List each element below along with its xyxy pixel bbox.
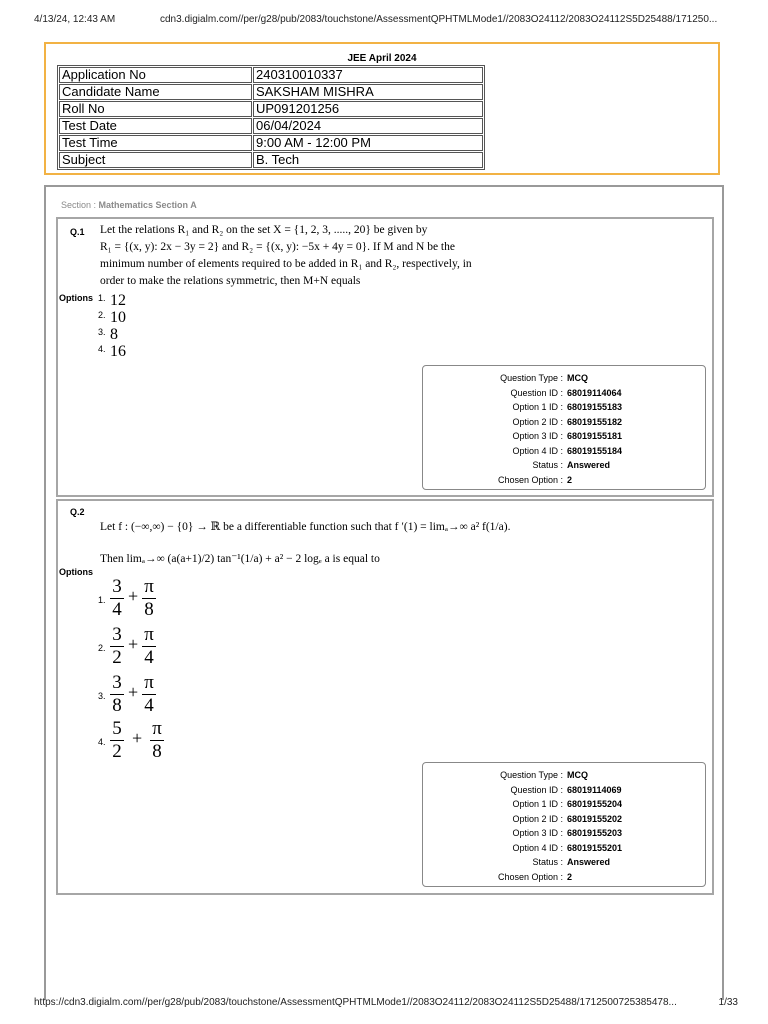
option-number: 1. [98, 595, 106, 605]
meta-value: 68019155203 [567, 828, 623, 838]
candidate-field-value: 240310010337 [253, 67, 483, 83]
fraction-denominator: 2 [112, 647, 122, 668]
option-fraction [142, 625, 156, 669]
candidate-field-value: UP091201256 [253, 101, 483, 117]
question-line: Let the relations R₁ and R₂ on the set X = {1, 2, 3, ....., 20} be given by [100, 224, 428, 236]
candidate-info-panel [44, 42, 720, 175]
print-footer [34, 997, 738, 1011]
meta-label: Option 2 ID : [512, 813, 563, 824]
meta-row [423, 843, 705, 858]
candidate-field-value: B. Tech [253, 152, 483, 168]
print-header [34, 14, 744, 28]
meta-row [423, 799, 705, 814]
candidate-field-label: Test Time [59, 135, 252, 151]
meta-label: Chosen Option : [497, 871, 563, 882]
candidate-field-value: 06/04/2024 [253, 118, 483, 134]
exam-title: JEE April 2024 [347, 53, 417, 64]
question-text [100, 511, 510, 575]
print-timestamp: 4/13/24, 12:43 AM [34, 14, 116, 25]
meta-row [423, 446, 705, 461]
question-line: minimum number of elements required to be added in R₁ and R₂, respectively, in [100, 258, 472, 270]
table-row [59, 84, 483, 100]
fraction-numerator: π [144, 672, 154, 693]
section-prefix: Section : [61, 200, 99, 210]
question-panel-q1 [56, 217, 714, 497]
option-number: 2. [98, 310, 106, 320]
fraction-denominator: 4 [144, 695, 154, 716]
fraction-denominator: 4 [144, 647, 154, 668]
meta-value: 68019155201 [567, 842, 623, 853]
option-fraction [150, 719, 164, 763]
table-row [59, 118, 483, 134]
meta-value: 68019155181 [567, 431, 623, 441]
candidate-field-value: SAKSHAM MISHRA [253, 84, 483, 100]
print-url: cdn3.digialm.com//per/g28/pub/2083/touchstone/AssessmentQPHTMLMode1//2083O24112/2083O24112S5D25488/171250... [160, 14, 718, 25]
fraction-denominator: 8 [152, 741, 162, 762]
meta-value: 68019155204 [567, 799, 623, 809]
meta-value: 2 [567, 871, 573, 882]
option-fraction [142, 577, 156, 621]
fraction-denominator: 8 [144, 599, 154, 620]
option-number: 1. [98, 293, 106, 303]
fraction-numerator: π [144, 624, 154, 645]
question-meta-panel [422, 365, 706, 490]
meta-label: Status : [532, 857, 563, 867]
option-value: 8 [110, 326, 118, 343]
fraction-numerator: π [152, 718, 162, 739]
meta-row [423, 431, 705, 446]
candidate-field-label: Subject [59, 152, 252, 168]
fraction-numerator: 3 [112, 576, 122, 597]
option-fraction [110, 625, 124, 669]
meta-row [423, 814, 705, 829]
section-name: Mathematics Section A [98, 200, 197, 210]
meta-label: Status : [532, 460, 563, 470]
meta-value: MCQ [567, 770, 588, 780]
question-meta-panel [422, 762, 706, 887]
question-line: Then limₐ→∞ (a(a+1)/2) tan⁻¹(1/a) + a² − 2 logₑ a is equal to [100, 553, 380, 565]
meta-row [423, 872, 705, 887]
meta-label: Option 3 ID : [512, 828, 563, 838]
meta-label: Question Type : [500, 373, 563, 383]
option-fraction [142, 673, 156, 717]
option-value: 12 [110, 292, 126, 309]
meta-row [423, 402, 705, 417]
meta-label: Question ID : [510, 387, 563, 398]
meta-value: 68019155202 [567, 813, 623, 824]
meta-row [423, 828, 705, 843]
fraction-denominator: 4 [112, 599, 122, 620]
option-number: 3. [98, 327, 106, 337]
meta-label: Option 1 ID : [512, 799, 563, 809]
plus-sign: + [132, 728, 143, 748]
options-label: Options [59, 293, 93, 303]
meta-label: Option 4 ID : [512, 445, 563, 456]
fraction-denominator: 2 [112, 741, 122, 762]
table-row [59, 152, 483, 168]
question-number: Q.1 [70, 227, 85, 237]
meta-row [423, 475, 705, 490]
meta-label: Question ID : [510, 784, 563, 795]
options-label: Options [59, 567, 93, 577]
meta-row [423, 388, 705, 403]
question-text [100, 222, 472, 290]
fraction-numerator: 3 [112, 624, 122, 645]
meta-value: Answered [567, 857, 611, 867]
candidate-field-value: 9:00 AM - 12:00 PM [253, 135, 483, 151]
question-sheet [44, 185, 724, 1000]
candidate-field-label: Candidate Name [59, 84, 252, 100]
meta-label: Option 4 ID : [512, 842, 563, 853]
meta-label: Option 1 ID : [512, 402, 563, 412]
page-number: 1/33 [718, 997, 738, 1008]
meta-value: 2 [567, 474, 573, 485]
plus-sign: + [128, 634, 139, 654]
meta-value: MCQ [567, 373, 588, 383]
print-footer-url: https://cdn3.digialm.com//per/g28/pub/2083/touchstone/AssessmentQPHTMLMode1//2083O24112/2083O24112S5D25488/1712500725385478... [34, 997, 677, 1008]
option-value: 10 [110, 309, 126, 326]
candidate-field-label: Application No [59, 67, 252, 83]
candidate-field-label: Roll No [59, 101, 252, 117]
question-line: Let f : (−∞,∞) − {0} → ℝ be a differentiable function such that f ′(1) = limₐ→∞ a² f(1/a). [100, 521, 511, 533]
meta-row [423, 373, 705, 388]
meta-value: 68019155184 [567, 445, 623, 456]
option-number: 4. [98, 737, 106, 747]
table-row [59, 101, 483, 117]
meta-row [423, 460, 705, 475]
fraction-denominator: 8 [112, 695, 122, 716]
fraction-numerator: π [144, 576, 154, 597]
meta-value: 68019155182 [567, 416, 623, 427]
question-number: Q.2 [70, 507, 85, 517]
meta-label: Option 3 ID : [512, 431, 563, 441]
meta-row [423, 417, 705, 432]
plus-sign: + [128, 682, 139, 702]
option-number: 2. [98, 643, 106, 653]
meta-label: Option 2 ID : [512, 416, 563, 427]
option-value: 16 [110, 343, 126, 360]
meta-label: Chosen Option : [497, 474, 563, 485]
meta-value: 68019155183 [567, 402, 623, 412]
table-row [59, 67, 483, 83]
meta-value: 68019114064 [567, 387, 622, 398]
question-line: order to make the relations symmetric, then M+N equals [100, 275, 361, 287]
meta-value: Answered [567, 460, 611, 470]
option-number: 3. [98, 691, 106, 701]
meta-label: Question Type : [500, 770, 563, 780]
section-label [61, 200, 197, 210]
option-number: 4. [98, 344, 106, 354]
meta-row [423, 857, 705, 872]
candidate-table [57, 65, 485, 170]
meta-value: 68019114069 [567, 784, 622, 795]
meta-row [423, 785, 705, 800]
table-row [59, 135, 483, 151]
option-fraction [110, 577, 124, 621]
question-line: R₁ = {(x, y): 2x − 3y = 2} and R₂ = {(x, y): −5x + 4y = 0}. If M and N be the [100, 241, 455, 253]
meta-row [423, 770, 705, 785]
option-fraction [110, 673, 124, 717]
fraction-numerator: 3 [112, 672, 122, 693]
fraction-numerator: 5 [112, 718, 122, 739]
plus-sign: + [128, 586, 139, 606]
candidate-field-label: Test Date [59, 118, 252, 134]
option-fraction [110, 719, 124, 763]
question-panel-q2 [56, 499, 714, 895]
